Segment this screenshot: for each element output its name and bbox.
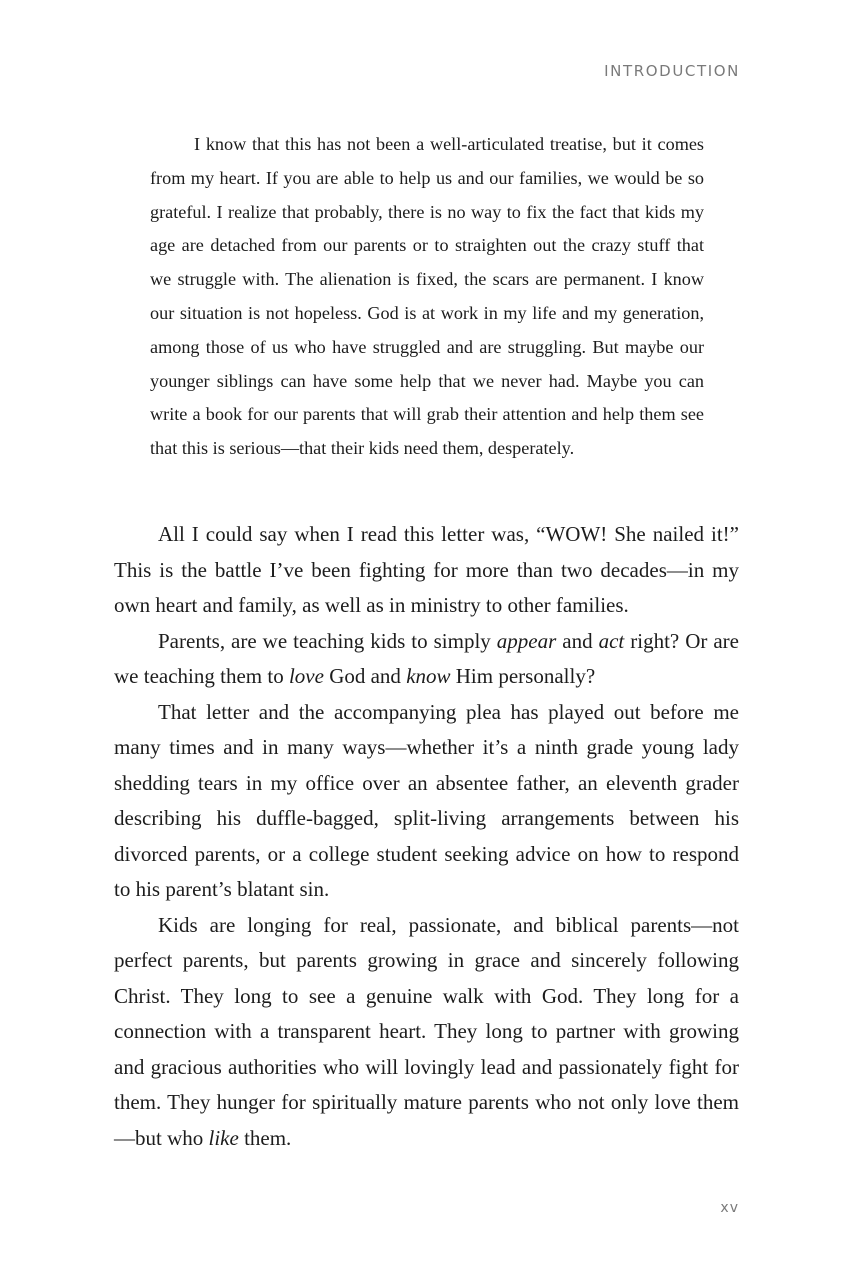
text-span: and (556, 628, 599, 653)
emphasis-appear: appear (496, 628, 557, 653)
running-head: INTRODUCTION (604, 62, 740, 80)
text-span: Him personally? (450, 664, 596, 688)
paragraph-1: All I could say when I read this letter was, “WOW! She nailed it!” This is the battle I’ve been fighting for more than two decades—in my own heart and family, as well as in ministry to other families. (114, 522, 739, 617)
text-span: Kids are longing for real, passionate, and biblical parents—not perfect parents, but parents growing in grace and sincerely following Christ. They long to see a genuine walk with God. They long for a connection with a transparent heart. They long to partner with growing and gracious authorities who will lovingly lead and passionately fight for them. They hunger for spiritually mature parents who not only love them—but who (114, 912, 739, 1150)
paragraph-3: That letter and the accompanying plea has played out before me many times and in many ways—whether it’s a ninth grade young lady shedding tears in my office over an absentee father, an eleventh grader describing his duffle-bagged, split-living arrangements between his divorced parents, or a college student seeking advice on how to respond to his parent’s blatant sin. (114, 699, 739, 901)
text-span: them. (238, 1125, 292, 1150)
text-span: right? Or are we teaching them to (114, 628, 739, 688)
paragraph-2 (114, 624, 739, 695)
page-number: xv (720, 1200, 739, 1216)
text-span: Parents, are we teaching kids to simply (158, 628, 497, 653)
emphasis-act: act (598, 628, 625, 653)
emphasis-love: love (288, 664, 324, 688)
emphasis-like: like (208, 1125, 239, 1150)
text-span: God and (323, 664, 407, 688)
body-text (114, 517, 739, 1156)
block-quote-paragraph: I know that this has not been a well-articulated treatise, but it comes from my heart. If you are able to help us and our families, we would be so grateful. I realize that probably, there is no way to fix the fact that kids my age are detached from our parents or to straighten out the crazy stuff that we struggle with. The alienation is fixed, the scars are permanent. I know our situation is not hopeless. God is at work in my life and my generation, among those of us who have struggled and are struggling. But maybe our younger siblings can have some help that we never had. Maybe you can write a book for our parents that will grab their attention and help them see that this is serious—that their kids need them, desperately. (150, 134, 704, 459)
paragraph-4 (114, 908, 739, 1157)
emphasis-know: know (406, 664, 451, 688)
block-quote-letter (150, 128, 704, 466)
